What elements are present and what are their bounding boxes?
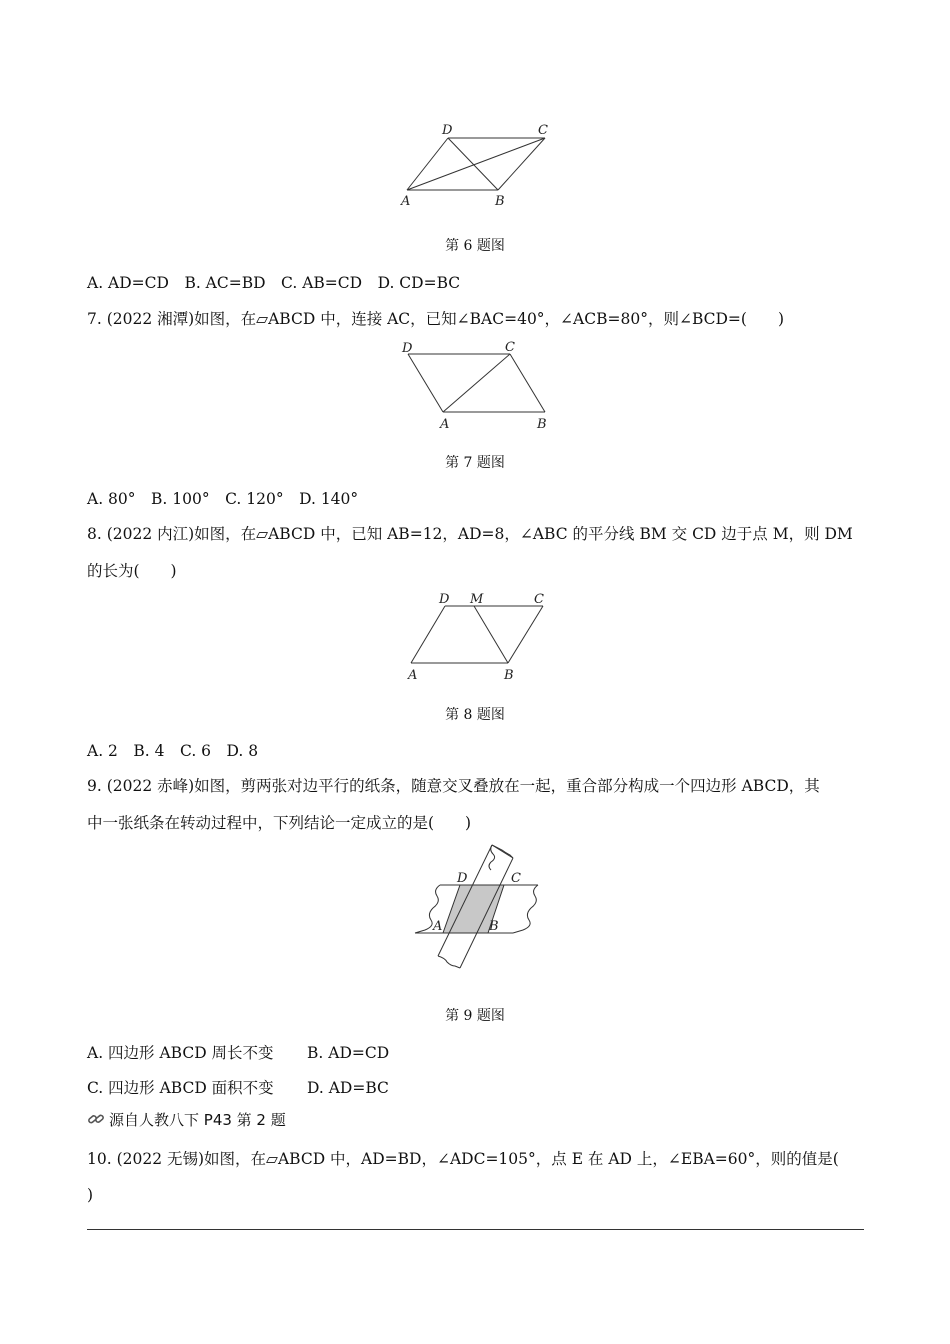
source-note [87, 1110, 286, 1130]
q10-text-line2: ) [87, 1186, 94, 1204]
q6-options: A. AD=CD B. AC=BD C. AB=CD D. CD=BC [87, 274, 461, 292]
fig6-label-b: B [495, 194, 505, 209]
fig8-label-c: C [534, 592, 544, 607]
q8-options: A. 2 B. 4 C. 6 D. 8 [87, 742, 259, 760]
q7-options: A. 80° B. 100° C. 120° D. 140° [87, 490, 359, 508]
link-icon [87, 1110, 105, 1128]
fig6-label-c: C [538, 123, 548, 138]
fig9-label-a: A [433, 919, 443, 934]
fig8-label-m: M [470, 592, 484, 607]
q9-text-line1: 9. (2022 赤峰)如图，剪两张对边平行的纸条，随意交叉叠放在一起，重合部分构成一个四边形 ABCD，其 [87, 777, 820, 795]
fig8-label-b: B [504, 668, 514, 683]
fig9-caption: 第 9 题图 [445, 1008, 505, 1024]
fig6-label-a: A [401, 194, 411, 209]
figure-9 [405, 838, 555, 978]
fig7-label-c: C [505, 340, 515, 355]
source-text: 源自人教八下 P43 第 2 题 [109, 1111, 286, 1129]
fig6-caption: 第 6 题图 [445, 238, 505, 254]
figure-8 [395, 588, 560, 688]
fig7-label-a: A [440, 417, 450, 432]
page-bottom-rule [87, 1229, 864, 1230]
q9-option-d: D. AD=BC [307, 1079, 389, 1097]
q7-text: 7. (2022 湘潭)如图，在▱ABCD 中，连接 AC，已知∠BAC=40°，∠ACB=80°，则∠BCD=( ) [87, 310, 784, 328]
fig8-label-d: D [439, 592, 450, 607]
figure-7 [395, 336, 560, 436]
q9-option-b: B. AD=CD [307, 1044, 390, 1062]
q9-option-a: A. 四边形 ABCD 周长不变 [87, 1044, 274, 1062]
fig6-label-d: D [442, 123, 453, 138]
q10-text-line1: 10. (2022 无锡)如图，在▱ABCD 中，AD=BD，∠ADC=105°，点 E 在 AD 上，∠EBA=60°，则的值是( [87, 1150, 839, 1168]
fig9-label-d: D [457, 871, 468, 886]
fig8-label-a: A [408, 668, 418, 683]
fig7-label-b: B [537, 417, 547, 432]
fig8-caption: 第 8 题图 [445, 707, 505, 723]
fig7-label-d: D [402, 341, 413, 356]
q9-option-c: C. 四边形 ABCD 面积不变 [87, 1079, 274, 1097]
fig9-label-c: C [511, 871, 521, 886]
fig9-label-b: B [489, 919, 499, 934]
q8-text-line1: 8. (2022 内江)如图，在▱ABCD 中，已知 AB=12，AD=8，∠ABC 的平分线 BM 交 CD 边于点 M，则 DM [87, 525, 853, 543]
fig7-caption: 第 7 题图 [445, 455, 505, 471]
q8-text-line2: 的长为( ) [87, 562, 177, 580]
q9-text-line2: 中一张纸条在转动过程中，下列结论一定成立的是( ) [87, 814, 472, 832]
figure-6 [395, 118, 560, 213]
